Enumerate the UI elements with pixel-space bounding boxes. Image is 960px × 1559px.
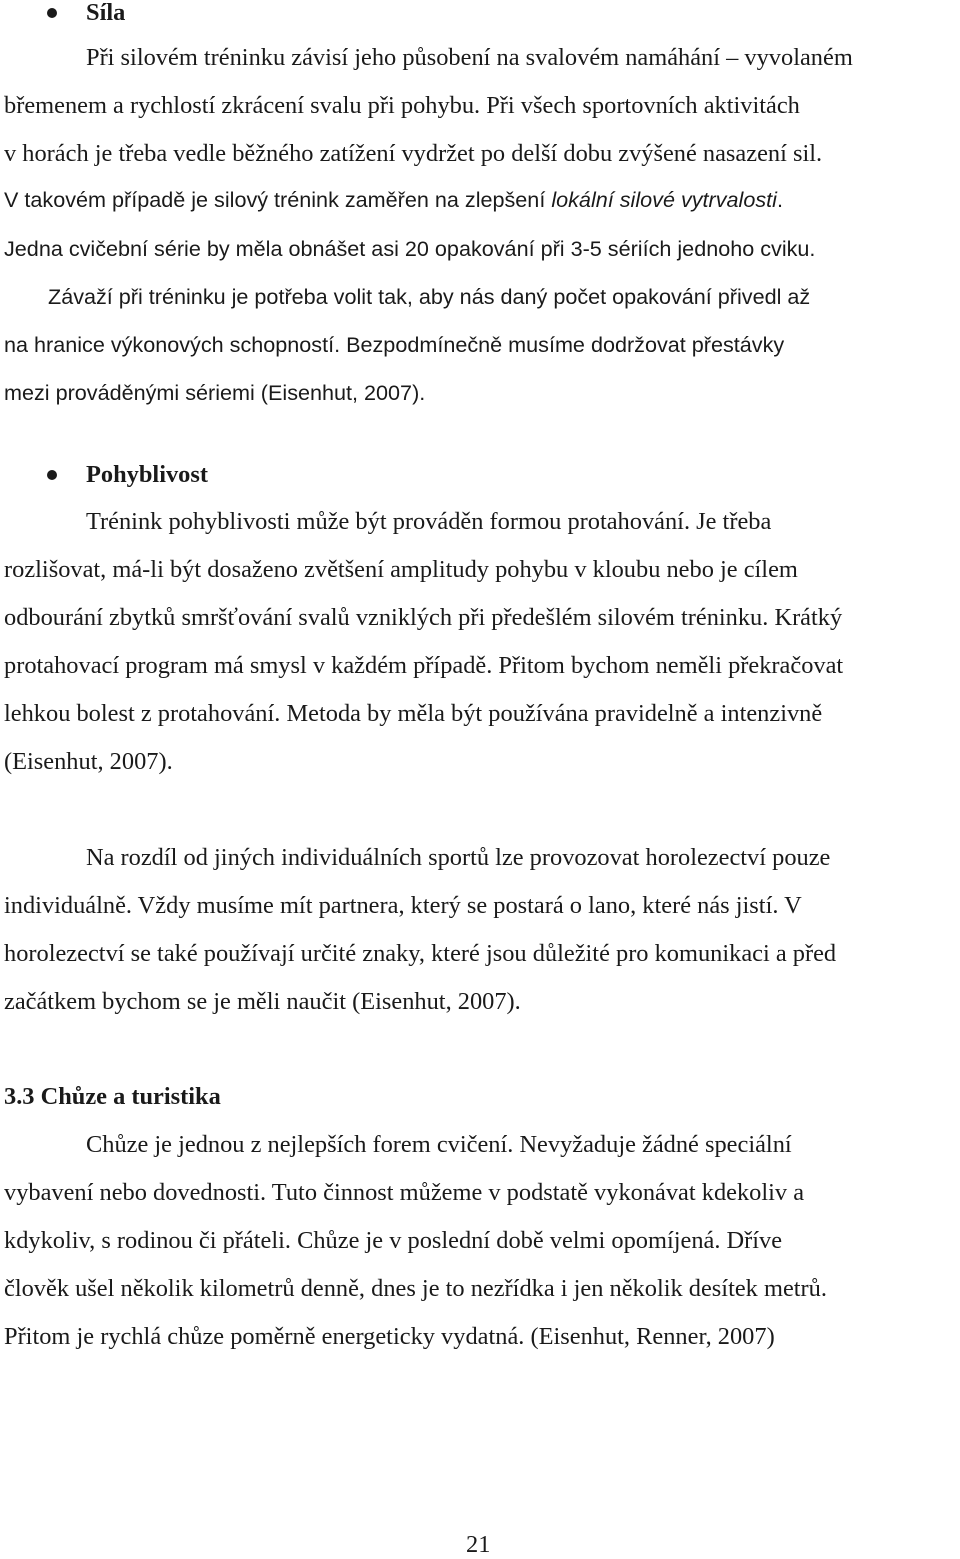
page-number: 21 [466,1531,491,1558]
section-heading: 3.3 Chůze a turistika [4,1083,221,1110]
body-line: Chůze je jednou z nejlepších forem cvičení. Nevyžaduje žádné speciální [86,1131,792,1158]
bullet-dot [47,470,57,480]
body-line: odbourání zbytků smršťování svalů vzniklých při předešlém silovém tréninku. Krátký [4,604,843,631]
body-line: protahovací program má smysl v každém případě. Přitom bychom neměli překračovat [4,652,844,679]
body-line: individuálně. Vždy musíme mít partnera, který se postará o lano, které nás jistí. V [4,892,802,919]
body-line: na hranice výkonových schopností. Bezpodmínečně musíme dodržovat přestávky [4,332,785,357]
bullet-heading-pohyblivost: Pohyblivost [86,461,208,488]
bullet-heading-sila: Síla [86,0,126,26]
body-line: břemenem a rychlostí zkrácení svalu při pohybu. Při všech sportovních aktivitách [4,92,800,119]
body-line: horolezectví se také používají určité znaky, které jsou důležité pro komunikaci a před [4,940,837,967]
body-line [4,189,783,211]
body-line: kdykoliv, s rodinou či přáteli. Chůze je v poslední době velmi opomíjená. Dříve [4,1227,783,1254]
body-line: Při silovém tréninku závisí jeho působení na svalovém namáhání – vyvolaném [86,44,853,71]
body-line: rozlišovat, má-li být dosaženo zvětšení amplitudy pohybu v kloubu nebo je cílem [4,556,798,583]
body-line: člověk ušel několik kilometrů denně, dnes je to nezřídka i jen několik desítek metrů. [4,1275,827,1302]
body-line: mezi prováděnými sériemi (Eisenhut, 2007). [4,380,426,405]
body-line: Přitom je rychlá chůze poměrně energeticky vydatná. (Eisenhut, Renner, 2007) [4,1323,775,1350]
bullet-dot [47,8,57,18]
text-run: . [776,187,783,212]
body-line: vybavení nebo dovednosti. Tuto činnost můžeme v podstatě vykonávat kdekoliv a [4,1179,805,1206]
body-line: lehkou bolest z protahování. Metoda by měla být používána pravidelně a intenzivně [4,700,823,727]
body-line: začátkem bychom se je měli naučit (Eisenhut, 2007). [4,988,521,1015]
body-line: v horách je třeba vedle běžného zatížení vydržet po delší dobu zvýšené nasazení sil. [4,140,823,167]
body-line: (Eisenhut, 2007). [4,748,173,775]
body-line: Závaží při tréninku je potřeba volit tak, aby nás daný počet opakování přivedl až [48,284,811,309]
body-line: Na rozdíl od jiných individuálních sportů lze provozovat horolezectví pouze [86,844,831,871]
body-line: Trénink pohyblivosti může být prováděn formou protahování. Je třeba [86,508,772,535]
italic-term: lokální silové vytrvalosti [551,187,777,212]
text-run: V takovém případě je silový trénink zaměřen na zlepšení [4,187,552,212]
body-line: Jedna cvičební série by měla obnášet asi 20 opakování při 3-5 sériích jednoho cviku. [4,236,816,261]
